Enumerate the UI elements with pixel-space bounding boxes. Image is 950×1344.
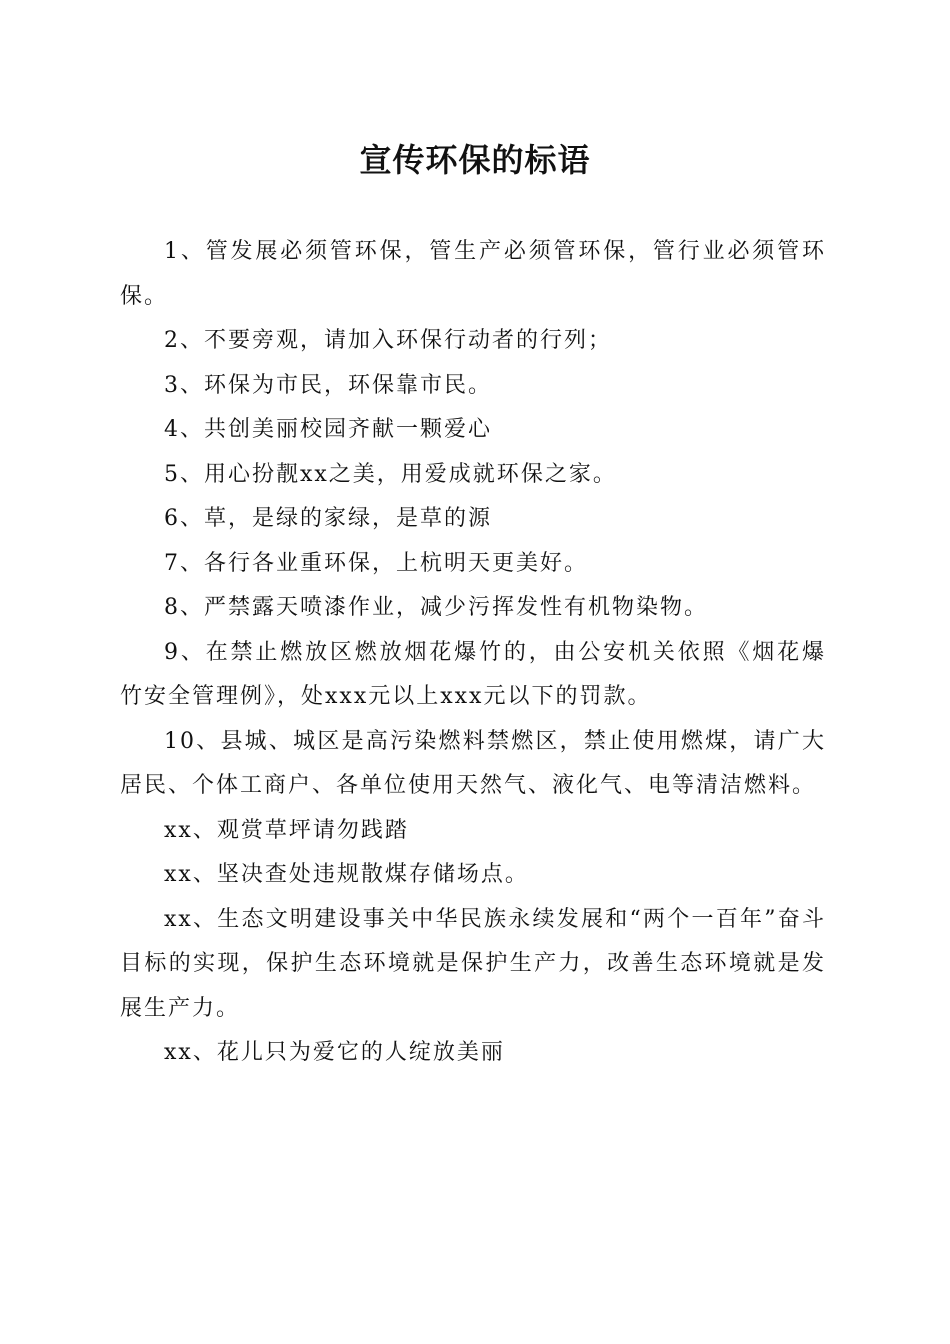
- slogan-paragraph: xx、花儿只为爱它的人绽放美丽: [164, 1040, 505, 1065]
- slogan-paragraph: xx、生态文明建设事关中华民族永续发展和“两个一百年”奋斗目标的实现，保护生态环境就是保护生产力，改善生态环境就是发展生产力。: [120, 906, 826, 1021]
- slogan-paragraph: 8、严禁露天喷漆作业，减少污挥发性有机物染物。: [164, 595, 708, 620]
- slogan-paragraph: xx、观赏草坪请勿践踏: [164, 817, 409, 843]
- slogan-paragraph: 7、各行各业重环保，上杭明天更美好。: [164, 550, 588, 576]
- slogan-paragraph: 9、在禁止燃放区燃放烟花爆竹的，由公安机关依照《烟花爆竹安全管理例》，处xxx元以上xxx元以下的罚款。: [120, 639, 826, 709]
- slogan-paragraph: 4、共创美丽校园齐献一颗爱心: [164, 417, 492, 442]
- slogan-paragraph: 6、草，是绿的家绿，是草的源: [164, 506, 492, 531]
- slogan-paragraph: xx、坚决查处违规散煤存储场点。: [164, 862, 529, 887]
- slogan-paragraph: 3、环保为市民，环保靠市民。: [164, 372, 492, 398]
- slogan-paragraph: 2、不要旁观，请加入环保行动者的行列；: [164, 328, 612, 353]
- document-body: [120, 230, 826, 1076]
- document-title: 宣传环保的标语: [359, 141, 591, 179]
- slogan-paragraph: 10、县城、城区是高污染燃料禁燃区，禁止使用燃煤，请广大居民、个体工商户、各单位使用天然气、液化气、电等清洁燃料。: [120, 728, 826, 798]
- slogan-paragraph: 5、用心扮靓xx之美，用爱成就环保之家。: [164, 461, 617, 487]
- slogan-paragraph: 1、管发展必须管环保，管生产必须管环保，管行业必须管环保。: [120, 239, 826, 309]
